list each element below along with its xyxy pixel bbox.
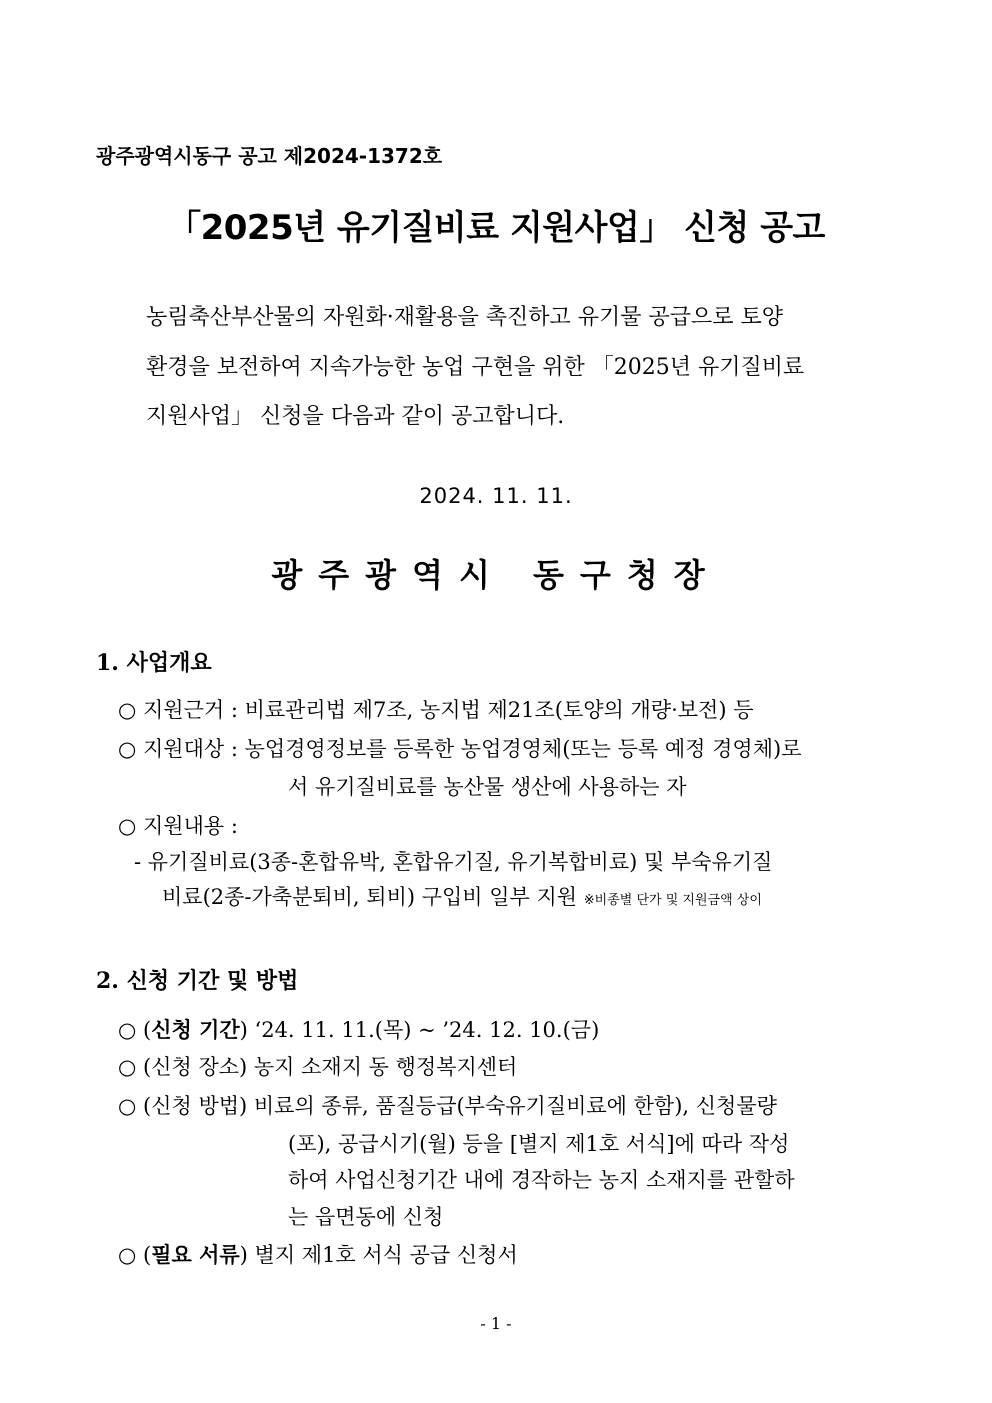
period-value: ) ‘24. 11. 11.(목) ~ ’24. 12. 10.(금) (239, 1018, 600, 1042)
page-number: - 1 - (480, 1314, 512, 1333)
intro-line-2: 환경을 보전하여 지속가능한 농업 구현을 위한 「2025년 유기질비료 (146, 355, 805, 380)
docs-marker: ○ ( (118, 1243, 152, 1267)
support-content-line-2 (162, 881, 762, 911)
support-target-line-2: 서 유기질비료를 농산물 생산에 사용하는 자 (288, 775, 687, 799)
intro-line-3: 지원사업」 신청을 다음과 같이 공고합니다. (146, 404, 565, 429)
period-label: 신청 기간 (151, 1017, 240, 1042)
support-basis: ○ 지원근거 : 비료관리법 제7조, 농지법 제21조(토양의 개량·보전) 등 (118, 698, 754, 722)
section-2-heading: 2. 신청 기간 및 방법 (96, 968, 299, 994)
support-content-line-1: - 유기질비료(3종-혼합유박, 혼합유기질, 유기복합비료) 및 부숙유기질 (134, 850, 773, 874)
support-content-note: ※비종별 단가 및 지원금액 상이 (583, 893, 762, 908)
required-documents (118, 1239, 518, 1269)
application-method-line-4: 는 읍면동에 신청 (288, 1205, 444, 1229)
period-marker: ○ ( (118, 1018, 152, 1042)
application-method-line-2: (포), 공급시기(월) 등을 [별지 제1호 서식]에 따라 작성 (288, 1132, 790, 1156)
support-content-text: 비료(2종-가축분퇴비, 퇴비) 구입비 일부 지원 (162, 885, 578, 909)
application-period (118, 1014, 599, 1044)
issuer-name: 광주광역시 동구청장 (271, 556, 721, 594)
section-1-heading: 1. 사업개요 (96, 650, 212, 676)
page-title: 「2025년 유기질비료 지원사업」 신청 공고 (167, 208, 825, 248)
docs-label: 필요 서류 (151, 1242, 240, 1267)
notice-date: 2024. 11. 11. (419, 484, 573, 508)
support-target-line-1: ○ 지원대상 : 농업경영정보를 등록한 농업경영체(또는 등록 예정 경영체)로 (118, 737, 802, 761)
intro-line-1: 농림축산부산물의 자원화·재활용을 촉진하고 유기물 공급으로 토양 (146, 305, 784, 330)
docs-value: ) 별지 제1호 서식 공급 신청서 (239, 1243, 518, 1267)
application-method-line-3: 하여 사업신청기간 내에 경작하는 농지 소재지를 관할하 (288, 1168, 795, 1192)
application-method-line-1: ○ (신청 방법) 비료의 종류, 품질등급(부숙유기질비료에 한함), 신청물량 (118, 1094, 777, 1118)
notice-number: 광주광역시동구 공고 제2024-1372호 (96, 144, 443, 168)
application-place: ○ (신청 장소) 농지 소재지 동 행정복지센터 (118, 1055, 518, 1079)
support-content-label: ○ 지원내용 : (118, 814, 238, 838)
